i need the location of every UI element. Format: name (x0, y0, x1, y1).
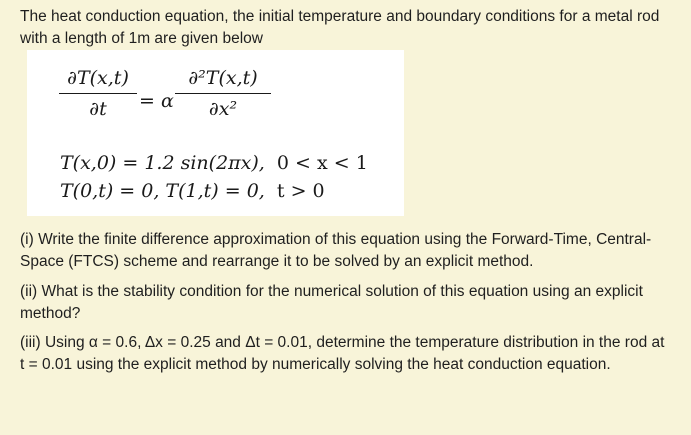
boundary-range: t > 0 (276, 180, 325, 202)
rhs-fraction (175, 66, 271, 121)
initial-range: 0 < x < 1 (276, 152, 368, 174)
initial-condition: T(x,0) = 1.2 sin(2πx), (60, 152, 265, 174)
initial-condition-line (60, 152, 368, 174)
rhs-denominator: ∂x² (208, 98, 238, 120)
boundary-condition: T(0,t) = 0, T(1,t) = 0, (60, 180, 265, 202)
lhs-numerator: ∂T(x,t) (67, 67, 129, 89)
question-i: (i) Write the finite difference approximation of this equation using the Forward-Time, Central-Space (FTCS) scheme and rearrange it to be solved by an explicit method. (20, 231, 652, 270)
boundary-condition-line (60, 180, 325, 202)
equals-alpha: = α (139, 90, 174, 112)
question-ii: (ii) What is the stability condition for the numerical solution of this equation using an explicit method? (20, 283, 643, 322)
equation-box (27, 50, 404, 216)
lhs-denominator: ∂t (89, 98, 107, 120)
question-iii: (iii) Using α = 0.6, Δx = 0.25 and Δt = 0.01, determine the temperature distribution in the rod at t = 0.01 using the explicit method by numerically solving the heat conduction equation. (20, 334, 665, 373)
rhs-fraction-bar (175, 93, 271, 94)
lhs-fraction-bar (59, 93, 137, 94)
problem-intro: The heat conduction equation, the initial temperature and boundary conditions for a metal rod with a length of 1m are given below (20, 8, 660, 47)
lhs-fraction (59, 66, 137, 121)
rhs-numerator: ∂²T(x,t) (188, 67, 258, 89)
